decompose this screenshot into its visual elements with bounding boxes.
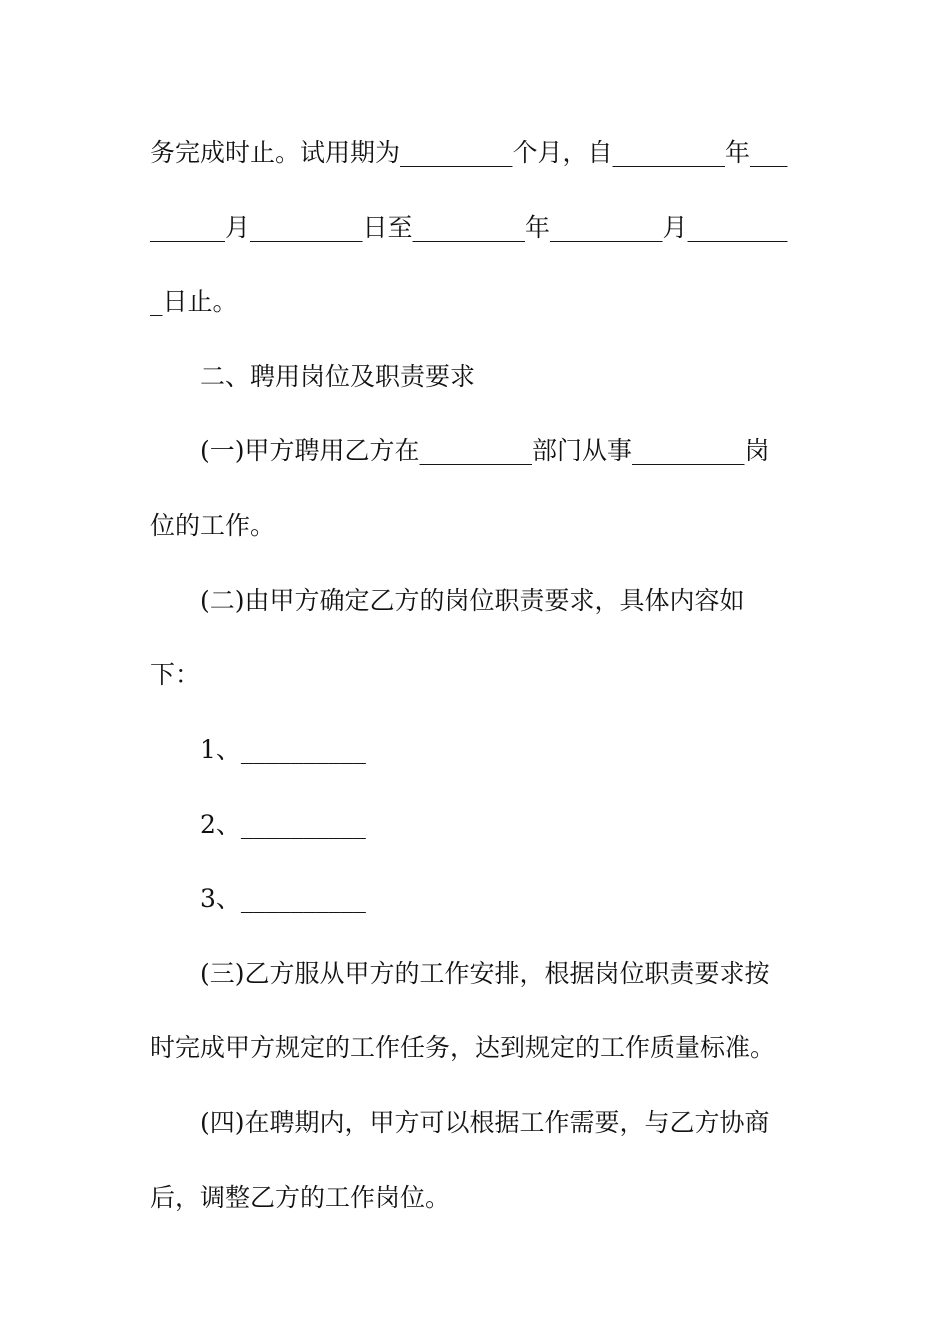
text-line-probation-dates: ______月_________日至_________年_________月________ [150, 213, 788, 242]
clause-3-line-1: (三)乙方服从甲方的工作安排，根据岗位职责要求按 [200, 959, 770, 988]
duty-item-2: 2、__________ [200, 810, 366, 839]
clause-4-line-2: 后，调整乙方的工作岗位。 [150, 1183, 451, 1212]
clause-1-line-1: (一)甲方聘用乙方在_________部门从事_________岗 [200, 436, 770, 465]
clause-4-line-1: (四)在聘期内，甲方可以根据工作需要，与乙方协商 [200, 1108, 770, 1137]
clause-3-line-2: 时完成甲方规定的工作任务，达到规定的工作质量标准。 [150, 1033, 776, 1062]
clause-2-line-2: 下： [150, 660, 201, 689]
duty-item-3: 3、__________ [200, 884, 366, 913]
clause-2-line-1: (二)由甲方确定乙方的岗位职责要求，具体内容如 [200, 586, 745, 615]
text-line-probation-end: _日止。 [150, 287, 238, 316]
duty-item-1: 1、__________ [200, 735, 366, 764]
section-heading-position: 二、聘用岗位及职责要求 [200, 362, 476, 391]
text-line-probation-period: 务完成时止。试用期为_________个月，自_________年___ [150, 138, 788, 167]
clause-1-line-2: 位的工作。 [150, 511, 276, 540]
